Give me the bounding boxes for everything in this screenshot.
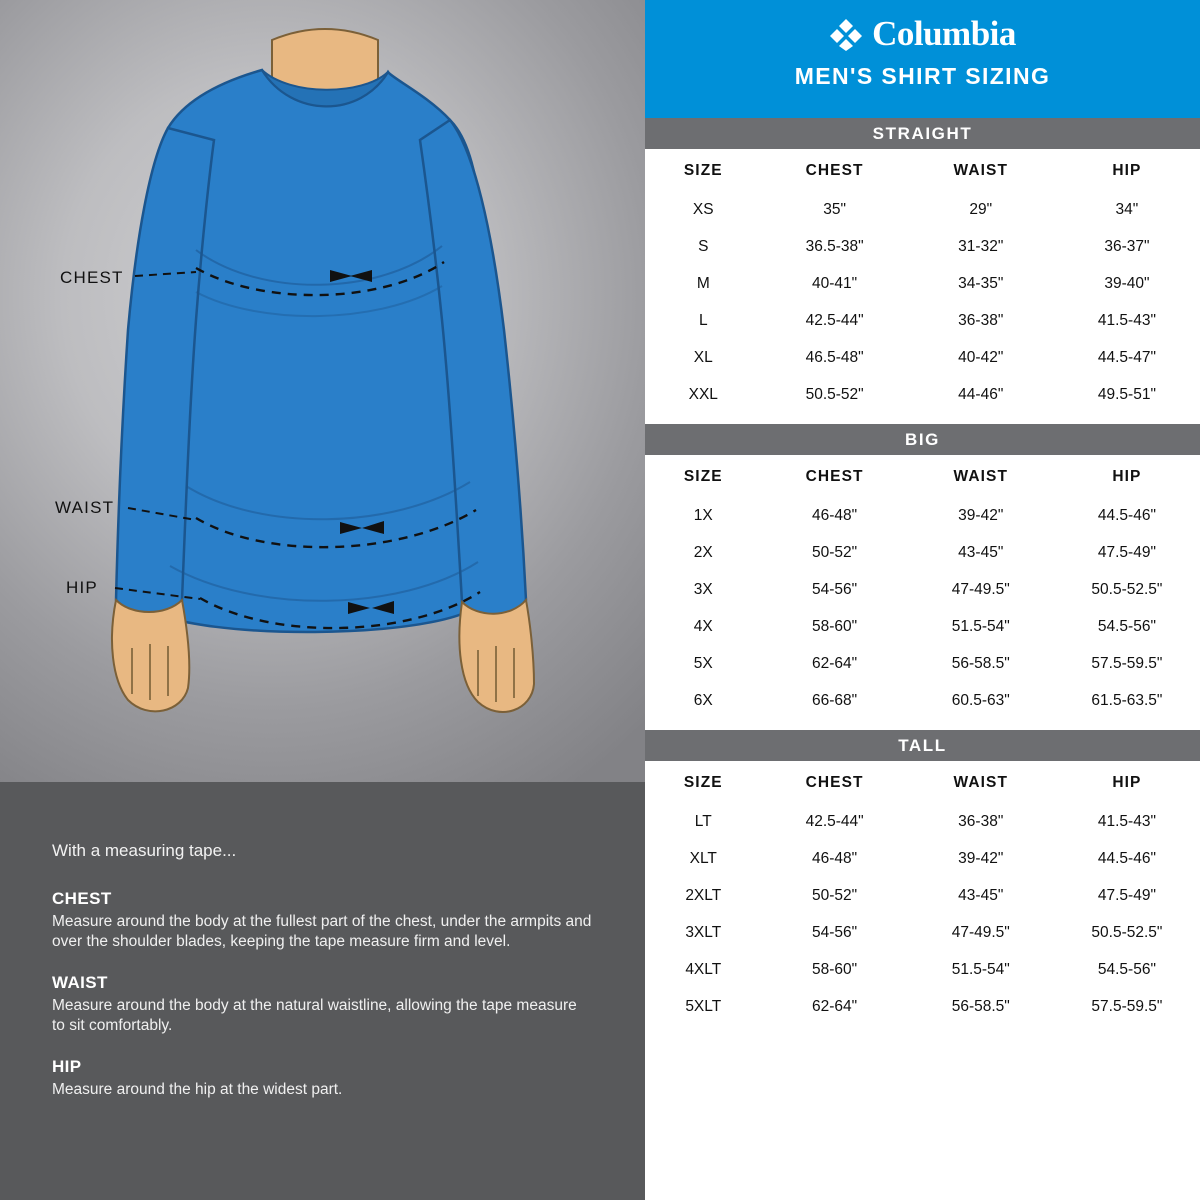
cell-chest: 62-64": [812, 997, 858, 1015]
cell-size: S: [698, 237, 709, 255]
cell-size: M: [696, 274, 710, 292]
label-waist: WAIST: [55, 498, 115, 517]
cell-chest: 46.5-48": [805, 348, 864, 366]
cell-hip: 50.5-52.5": [1091, 923, 1163, 941]
col-size: SIZE: [683, 468, 723, 485]
col-hip: HIP: [1112, 774, 1142, 791]
cell-hip: 39-40": [1104, 274, 1150, 292]
table-row: [645, 339, 1200, 376]
table-row: [645, 988, 1200, 1025]
section-header-tall: TALL: [645, 730, 1200, 761]
table-row: [645, 608, 1200, 645]
cell-hip: 44.5-46": [1097, 849, 1156, 867]
cell-chest: 35": [823, 200, 846, 218]
size-table-straight: [645, 149, 1200, 413]
table-row: [645, 645, 1200, 682]
cell-size: 1X: [693, 506, 713, 524]
cell-chest: 40-41": [812, 274, 858, 292]
cell-waist: 31-32": [958, 237, 1004, 255]
howto-intro: With a measuring tape...: [52, 841, 237, 860]
section-header-straight: STRAIGHT: [645, 118, 1200, 149]
cell-hip: 54.5-56": [1097, 960, 1156, 978]
cell-chest: 46-48": [812, 849, 858, 867]
size-table-tall: [645, 761, 1200, 1025]
cell-hip: 44.5-47": [1097, 348, 1156, 366]
cell-hip: 36-37": [1104, 237, 1150, 255]
cell-hip: 41.5-43": [1097, 311, 1156, 329]
howto-title-chest: CHEST: [52, 888, 112, 908]
cell-hip: 44.5-46": [1097, 506, 1156, 524]
table-row: [645, 914, 1200, 951]
measure-labels: [0, 0, 645, 782]
table-row: [645, 877, 1200, 914]
howto-title-hip: HIP: [52, 1057, 82, 1077]
table-header-row: [645, 761, 1200, 803]
cell-waist: 60.5-63": [951, 691, 1010, 709]
cell-chest: 50-52": [812, 886, 858, 904]
brand-subtitle: MEN'S SHIRT SIZING: [794, 63, 1051, 89]
table-row: [645, 376, 1200, 413]
cell-size: 3XLT: [685, 923, 722, 941]
cell-size: 5XLT: [685, 997, 722, 1015]
cell-chest: 54-56": [812, 580, 858, 598]
cell-size: XXL: [688, 385, 718, 403]
table-row: [645, 497, 1200, 534]
cell-size: 6X: [693, 691, 713, 709]
table-row: [645, 265, 1200, 302]
cell-hip: 34": [1115, 200, 1139, 218]
cell-chest: 54-56": [812, 923, 858, 941]
howto-title-waist: WAIST: [52, 972, 108, 992]
cell-waist: 47-49.5": [951, 580, 1010, 598]
cell-hip: 49.5-51": [1097, 385, 1156, 403]
cell-waist: 56-58.5": [951, 997, 1010, 1015]
cell-waist: 39-42": [958, 849, 1004, 867]
cell-hip: 57.5-59.5": [1091, 654, 1163, 672]
cell-size: 4X: [693, 617, 713, 635]
label-chest: CHEST: [60, 268, 124, 287]
table-header-row: [645, 149, 1200, 191]
cell-size: 2XLT: [685, 886, 722, 904]
cell-size: XL: [693, 348, 713, 366]
col-size: SIZE: [683, 162, 723, 179]
cell-waist: 40-42": [958, 348, 1004, 366]
table-row: [645, 534, 1200, 571]
table-spacer: [645, 413, 1200, 424]
cell-waist: 51.5-54": [951, 617, 1010, 635]
cell-waist: 43-45": [958, 543, 1004, 561]
cell-hip: 61.5-63.5": [1091, 691, 1163, 709]
cell-chest: 62-64": [812, 654, 858, 672]
col-hip: HIP: [1112, 468, 1142, 485]
cell-size: XS: [692, 200, 714, 218]
cell-chest: 58-60": [812, 960, 858, 978]
cell-chest: 66-68": [812, 691, 858, 709]
col-chest: CHEST: [805, 162, 864, 179]
columbia-diamond-logo-icon: [829, 17, 863, 51]
cell-chest: 36.5-38": [805, 237, 864, 255]
table-row: [645, 228, 1200, 265]
table-row: [645, 840, 1200, 877]
col-size: SIZE: [683, 774, 723, 791]
how-to-measure-panel: [0, 782, 645, 1200]
cell-hip: 54.5-56": [1097, 617, 1156, 635]
cell-chest: 46-48": [812, 506, 858, 524]
cell-size: LT: [694, 812, 712, 830]
col-waist: WAIST: [953, 774, 1009, 791]
cell-waist: 36-38": [958, 311, 1004, 329]
brand-name: Columbia: [872, 14, 1016, 53]
cell-chest: 50.5-52": [805, 385, 864, 403]
cell-hip: 41.5-43": [1097, 812, 1156, 830]
cell-size: 3X: [693, 580, 713, 598]
cell-waist: 44-46": [958, 385, 1004, 403]
cell-waist: 56-58.5": [951, 654, 1010, 672]
cell-hip: 57.5-59.5": [1091, 997, 1163, 1015]
cell-waist: 47-49.5": [951, 923, 1010, 941]
label-hip: HIP: [66, 578, 98, 597]
howto-text-chest: Measure around the body at the fullest part of the chest, under the armpits and over the shoulder blades, keeping the tape measure firm and level.: [52, 912, 592, 951]
section-header-big: BIG: [645, 424, 1200, 455]
cell-waist: 39-42": [958, 506, 1004, 524]
cell-chest: 42.5-44": [805, 812, 864, 830]
col-chest: CHEST: [805, 774, 864, 791]
col-waist: WAIST: [953, 468, 1009, 485]
table-row: [645, 682, 1200, 719]
col-waist: WAIST: [953, 162, 1009, 179]
cell-waist: 36-38": [958, 812, 1004, 830]
right-column: [645, 0, 1200, 1200]
brand-header: [645, 0, 1200, 118]
table-row: [645, 191, 1200, 228]
cell-waist: 29": [969, 200, 993, 218]
table-row: [645, 302, 1200, 339]
cell-hip: 50.5-52.5": [1091, 580, 1163, 598]
cell-chest: 42.5-44": [805, 311, 864, 329]
table-row: [645, 571, 1200, 608]
cell-waist: 34-35": [958, 274, 1004, 292]
table-row: [645, 803, 1200, 840]
cell-size: 4XLT: [685, 960, 722, 978]
howto-text-waist: Measure around the body at the natural waistline, allowing the tape measure to sit comfortably.: [52, 996, 577, 1035]
cell-size: 2X: [693, 543, 713, 561]
table-row: [645, 951, 1200, 988]
howto-text-hip: Measure around the hip at the widest part.: [52, 1081, 343, 1099]
size-table-big: [645, 455, 1200, 719]
cell-size: L: [698, 311, 708, 329]
cell-hip: 47.5-49": [1097, 543, 1156, 561]
cell-hip: 47.5-49": [1097, 886, 1156, 904]
cell-waist: 43-45": [958, 886, 1004, 904]
cell-chest: 50-52": [812, 543, 858, 561]
col-hip: HIP: [1112, 162, 1142, 179]
col-chest: CHEST: [805, 468, 864, 485]
cell-size: 5X: [693, 654, 713, 672]
table-spacer: [645, 719, 1200, 730]
cell-size: XLT: [689, 849, 717, 867]
table-header-row: [645, 455, 1200, 497]
cell-chest: 58-60": [812, 617, 858, 635]
shirt-illustration: [0, 0, 645, 782]
cell-waist: 51.5-54": [951, 960, 1010, 978]
